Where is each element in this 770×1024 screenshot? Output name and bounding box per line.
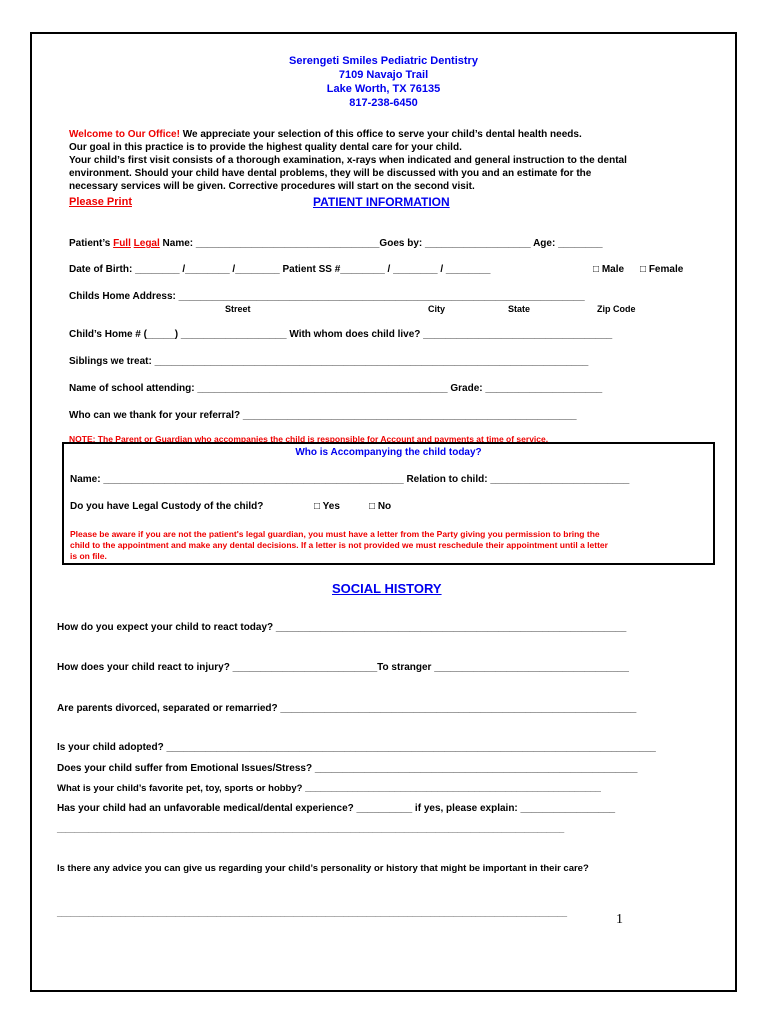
custody-no-checkbox[interactable]: □ No xyxy=(369,501,392,512)
injury-reaction-field[interactable]: How does your child react to injury? __________________________To stranger ___________________________________ xyxy=(57,662,629,673)
page-number: 1 xyxy=(616,912,623,927)
city-label: City xyxy=(428,304,446,314)
accompany-heading: Who is Accompanying the child today? xyxy=(295,447,482,458)
home-phone-field[interactable]: Child’s Home # (_____) ___________________ With whom does child live? __________________________________ xyxy=(69,329,613,340)
patient-name-prefix: Patient’s xyxy=(69,238,114,249)
dob-ssn-field[interactable]: Date of Birth: ________ /________ /________ Patient SS #________ / ________ / ________ xyxy=(69,264,491,275)
intro-line-3: Your child’s first visit consists of a thorough examination, x-rays when indicated and general instruction to the dental xyxy=(69,155,627,166)
legal-label: Legal xyxy=(133,238,160,249)
advice-blank-line[interactable]: ________________________________________________________________________________________________________________ xyxy=(57,909,567,918)
referral-field[interactable]: Who can we thank for your referral? ____________________________________________________________ xyxy=(69,410,577,421)
parents-status-field[interactable]: Are parents divorced, separated or remarried? ________________________________________________________________ xyxy=(57,703,637,714)
home-address-field[interactable]: Childs Home Address: _________________________________________________________________________ xyxy=(69,291,585,302)
practice-name: Serengeti Smiles Pediatric Dentistry xyxy=(289,55,478,67)
full-label: Full xyxy=(113,238,131,249)
patient-name-field[interactable] xyxy=(69,238,603,250)
intro-line-5: necessary services will be given. Corrective procedures will start on the second visit. xyxy=(69,181,475,192)
practice-city: Lake Worth, TX 76135 xyxy=(326,83,441,95)
please-print: Please Print xyxy=(69,196,132,208)
siblings-field[interactable]: Siblings we treat: ______________________________________________________________________________ xyxy=(69,356,589,367)
state-label: State xyxy=(508,304,531,314)
custody-yes-checkbox[interactable]: □ Yes xyxy=(314,501,340,512)
practice-street: 7109 Navajo Trail xyxy=(338,69,429,81)
guardian-note: NOTE: The Parent or Guardian who accompanies the child is responsible for Account and payments at time of service. xyxy=(69,434,549,444)
accompany-name-field[interactable]: Name: ______________________________________________________ Relation to child: _________________________ xyxy=(70,474,630,485)
emotional-issues-field[interactable]: Does your child suffer from Emotional Issues/Stress? __________________________________________________________ xyxy=(57,763,638,774)
patient-info-heading: PATIENT INFORMATION xyxy=(313,195,450,209)
zip-label: Zip Code xyxy=(597,304,636,314)
react-today-field[interactable]: How do you expect your child to react today? _______________________________________________________________ xyxy=(57,622,627,633)
practice-phone: 817-238-6450 xyxy=(349,97,418,109)
custody-question: Do you have Legal Custody of the child? xyxy=(70,501,264,512)
unfavorable-experience-field[interactable]: Has your child had an unfavorable medical/dental experience? __________ if yes, please explain: _________________ xyxy=(57,803,616,814)
intro-line-4: environment. Should your child have dental problems, they will be discussed with you and an estimate for the xyxy=(69,168,592,179)
favorite-things-field[interactable]: What is your child’s favorite pet, toy, sports or hobby? ________________________________________________________ xyxy=(57,783,601,794)
intro-line-1 xyxy=(69,128,719,141)
street-label: Street xyxy=(225,304,251,314)
guardian-warning-3: is on file. xyxy=(70,551,107,561)
school-field[interactable]: Name of school attending: _____________________________________________ Grade: _____________________ xyxy=(69,383,603,394)
guardian-warning-2: child to the appointment and make any dental decisions. If a letter is not provided we must reschedule their appointment until a letter xyxy=(70,540,608,550)
accompany-box xyxy=(62,442,715,565)
male-checkbox[interactable]: □ Male xyxy=(593,264,625,275)
intro-line-1-rest: We appreciate your selection of this office to serve your child’s dental health needs. xyxy=(179,129,582,140)
explain-blank-line[interactable]: __________________________________________________________________________________________________________________ xyxy=(57,825,565,834)
intro-line-2: Our goal in this practice is to provide the highest quality dental care for your child. xyxy=(69,142,462,153)
adopted-field[interactable]: Is your child adopted? ________________________________________________________________________________________ xyxy=(57,742,656,753)
intro-paragraph xyxy=(69,128,719,193)
guardian-warning-1: Please be aware if you are not the patient's legal guardian, you must have a letter from the Party giving you permission to bring the xyxy=(70,529,600,539)
patient-name-suffix: Name: _________________________________Goes by: ___________________ Age: ________ xyxy=(159,238,603,249)
social-history-heading: SOCIAL HISTORY xyxy=(332,581,442,596)
welcome-text: Welcome to Our Office! xyxy=(69,129,180,140)
female-checkbox[interactable]: □ Female xyxy=(640,264,684,275)
advice-question: Is there any advice you can give us regarding your child’s personality or history that might be important in their care? xyxy=(57,863,589,874)
